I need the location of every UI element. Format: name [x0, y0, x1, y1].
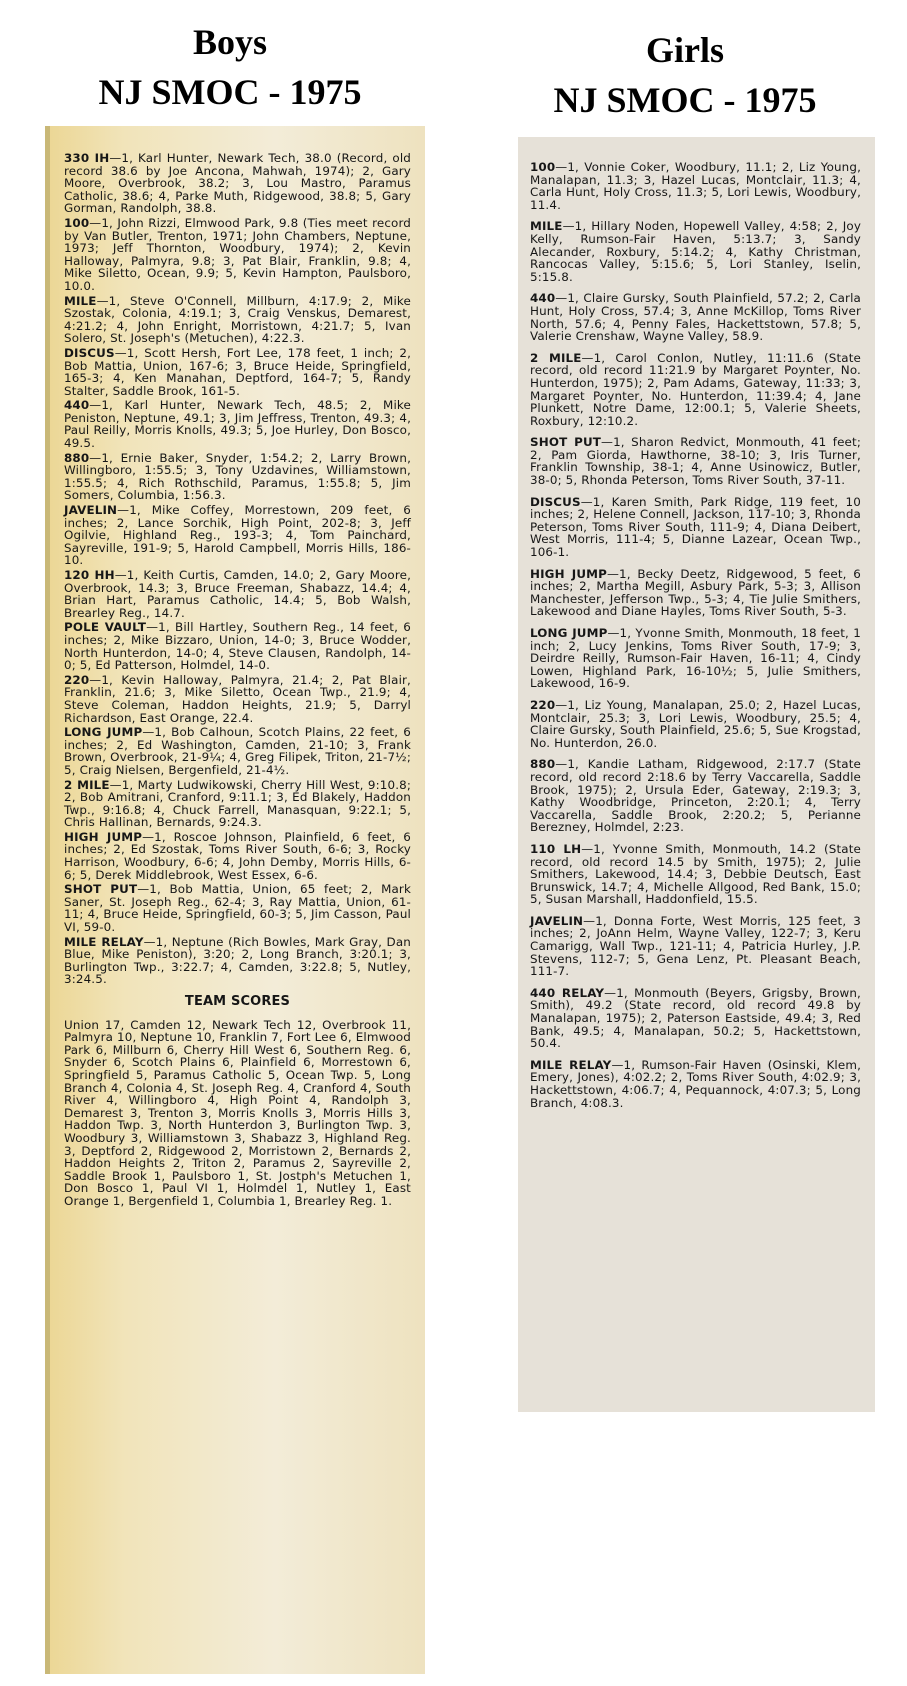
- event-text: —1, Monmouth (Beyers, Grigsby, Brown, Smith), 49.2 (State record, old record 49.8 by Manalapan, 1975); 2, Paterson Eastside, 49.4; 3, Red Bank, 49.5; 4, Manalapan, 50.2; 5, Hackettstown, 50.4.: [530, 985, 861, 1051]
- event-text: —1, Claire Gursky, South Plainfield, 57.2; 2, Carla Hunt, Holy Cross, 57.4; 3, Anne McKillop, Toms River North, 57.6; 4, Penny Fales, Hackettstown, 57.8; 5, Valerie Crenshaw, Wayne Valley, 58.9.: [530, 291, 861, 344]
- event-name: JAVELIN: [530, 913, 584, 928]
- event-text: —1, Karl Hunter, Newark Tech, 48.5; 2, Mike Peniston, Neptune, 49.1; 3, Jim Jeffress, Trenton, 49.3; 4, Paul Reilly, Morris Knolls, 49.3; 5, Joe Hurley, Don Bosco, 49.5.: [64, 398, 411, 451]
- event-result: [64, 936, 411, 986]
- event-text: —1, Vonnie Coker, Woodbury, 11.1; 2, Liz Young, Manalapan, 11.3; 3, Hazel Lucas, Montclair, 11.3; 4, Carla Hunt, Holy Cross, 11.3; 5, Lori Lewis, Woodbury, 11.4.: [530, 160, 861, 212]
- event-name: 2 MILE: [64, 777, 110, 792]
- event-text: —1, Ernie Baker, Snyder, 1:54.2; 2, Larry Brown, Willingboro, 1:55.5; 3, Tony Uzdavines, Williamstown, 1:55.5; 4, Rich Rothschild, Paramus, 1:55.8; 5, Jim Somers, Columbia, 1:56.3.: [64, 450, 411, 503]
- event-text: —1, Karen Smith, Park Ridge, 119 feet, 10 inches; 2, Helene Connell, Jackson, 117-10; 3, Rhonda Peterson, Toms River South, 111-9; 4, Diana Deibert, West Morris, 111-4; 5, Dianne Lazear, Ocean Twp., 106-1.: [530, 494, 861, 560]
- event-result: [64, 779, 411, 829]
- event-result: [64, 217, 411, 293]
- event-text: —1, Donna Forte, West Morris, 125 feet, 3 inches; 2, JoAnn Helm, Wayne Valley, 122-7; 3, Keru Camarigg, Wall Twp., 121-11; 4, Patricia Hurley, J.P. Stevens, 112-7; 5, Gena Lenz, Pt. Pleasant Beach, 111-7.: [530, 913, 861, 979]
- event-text: —1, Kandie Latham, Ridgewood, 2:17.7 (State record, old record 2:18.6 by Terry Vaccarella, Saddle Brook, 1975); 2, Ursula Eder, Gateway, 2:19.3; 3, Kathy Woodbridge, Princeton, 2:20.1; 4, Terry Vaccarella, Saddle Brook, 2:20.2; 5, Perianne Berezney, Holmdel, 2:23.: [530, 757, 861, 835]
- girls-results-clipping: [518, 137, 875, 1412]
- event-text: —1, Steve O'Connell, Millburn, 4:17.9; 2, Mike Szostak, Colonia, 4:19.1; 3, Craig Venskus, Demarest, 4:21.2; 4, John Enright, Morristown, 4:21.7; 5, Ivan Solero, St. Joseph's (Metuchen), 4:22.3.: [64, 293, 411, 346]
- event-name: 120 HH: [64, 568, 115, 582]
- event-text: —1, Mike Coffey, Morrestown, 209 feet, 6 inches; 2, Lance Sorchik, High Point, 202-8; 3, Jeff Ogilvie, Highland Reg., 193-3; 4, Tom Painchard, Sayreville, 191-9; 5, Harold Campbell, Morris Hills, 186-10.: [64, 503, 411, 568]
- event-result: [64, 452, 411, 502]
- event-text: —1, Karl Hunter, Newark Tech, 38.0 (Record, old record 38.6 by Joe Ancona, Mahwah, 1974); 2, Gary Moore, Overbrook, 38.2; 3, Lou Mastro, Paramus Catholic, 38.6; 4, Parke Muth, Ridgewood, 38.8; 5, Gary Gorman, Randolph, 38.8.: [64, 151, 411, 216]
- event-text: —1, Yvonne Smith, Monmouth, 14.2 (State record, old record 14.5 by Smith, 1975); 2, Julie Smithers, Lakewood, 14.4; 3, Debbie Deutsch, East Brunswick, 14.7; 4, Michelle Allgood, Red Bank, 15.0; 5, Susan Marshall, Haddonfield, 15.5.: [530, 841, 862, 907]
- event-result: [530, 627, 861, 690]
- event-name: 2 MILE: [530, 350, 582, 365]
- event-result: [64, 726, 411, 776]
- event-result: [530, 496, 861, 559]
- event-name: 220: [530, 697, 556, 712]
- event-result: [64, 621, 411, 671]
- event-result: [530, 699, 861, 749]
- event-name: MILE: [64, 293, 97, 308]
- event-result: [64, 674, 411, 724]
- event-text: —1, Keith Curtis, Camden, 14.0; 2, Gary Moore, Overbrook, 14.3; 3, Bruce Freeman, Shabazz, 14.4; 4, Brian Hart, Paramus Catholic, 14.4; 5, Bob Walsh, Brearley Reg., 14.7.: [64, 568, 412, 620]
- event-result: [64, 399, 411, 449]
- girls-event-list: [530, 161, 861, 1109]
- event-result: [530, 161, 861, 211]
- event-text: —1, Becky Deetz, Ridgewood, 5 feet, 6 inches; 2, Martha Megill, Asbury Park, 5-3; 3, Allison Manchester, Jefferson Twp., 5-3; 4, Tie Julie Smithers, Lakewood and Diane Hayles, Toms River South, 5-3.: [530, 566, 861, 619]
- event-name: 110 LH: [530, 841, 582, 856]
- event-name: 440: [530, 291, 556, 306]
- team-scores-title: TEAM SCORES: [184, 994, 291, 1009]
- team-scores-text: Union 17, Camden 12, Newark Tech 12, Overbrook 11, Palmyra 10, Neptune 10, Franklin 7, Fort Lee 6, Elmwood Park 6, Millburn 6, Cherry Hill West 6, Southern Reg. 6, Snyder 6, Scotch Plains 6, Plainfield 6, Morrestown 6, Springfield 5, Paramus Catholic 5, Ocean Twp. 5, Long Branch 4, Colonia 4, St. Joseph Reg. 4, Cranford 4, South River 4, Willingboro 4, High Point 4, Randolph 3, Demarest 3, Trenton 3, Morris Knolls 3, Morris Hills 3, Haddon Twp. 3, North Hunterdon 3, Burlington Twp. 3, Woodbury 3, Williamstown 3, Shabazz 3, Highland Reg. 3, Deptford 2, Ridgewood 2, Morristown 2, Bernards 2, Haddon Heights 2, Triton 2, Paramus 2, Sayreville 2, Saddle Brook 1, Paulsboro 1, St. Jostph's Metuchen 1, Don Bosco 1, Paul VI 1, Holmdel 1, Nutley 1, East Orange 1, Bergenfield 1, Columbia 1, Brearley Reg. 1.: [64, 1017, 411, 1208]
- boys-subtitle: NJ SMOC - 1975: [98, 72, 362, 112]
- event-name: SHOT PUT: [64, 882, 138, 897]
- event-result: [64, 831, 411, 881]
- event-result: [530, 568, 861, 618]
- event-result: [530, 987, 861, 1050]
- event-result: [530, 758, 861, 834]
- event-text: —1, Carol Conlon, Nutley, 11:11.6 (State record, old record 11:21.9 by Margaret Poynter, No. Hunterdon, 1975); 2, Pam Adams, Gateway, 11:33; 3, Margaret Poynter, No. Hunterdon, 11:39.4; 4, Jane Plunkett, Notre Dame, 12:00.1; 5, Valerie Sheets, Roxbury, 12:10.2.: [530, 350, 861, 428]
- event-text: —1, Kevin Halloway, Palmyra, 21.4; 2, Pat Blair, Franklin, 21.6; 3, Mike Siletto, Ocean Twp., 21.9; 4, Steve Coleman, Haddon Heights, 21.9; 5, Darryl Richardson, East Orange, 22.4.: [64, 672, 411, 725]
- event-name: MILE RELAY: [530, 1057, 612, 1072]
- event-text: —1, Bob Mattia, Union, 65 feet; 2, Mark Saner, St. Joseph Reg., 62-4; 3, Ray Mattia, Union, 61-11; 4, Bruce Heide, Springfield, 60-3; 5, Jim Casson, Paul VI, 59-0.: [64, 882, 411, 935]
- event-result: [530, 220, 861, 283]
- event-name: JAVELIN: [64, 503, 118, 518]
- boys-event-list: [64, 152, 411, 986]
- event-text: —1, Bob Calhoun, Scotch Plains, 22 feet, 6 inches; 2, Ed Washington, Camden, 21-10; 3, Frank Brown, Overbrook, 21-9¼; 4, Greg Filipek, Triton, 21-7½; 5, Craig Nielsen, Bergenfield, 21-4½.: [64, 725, 411, 777]
- event-text: —1, Neptune (Rich Bowles, Mark Gray, Dan Blue, Mike Peniston), 3:20; 2, Long Branch, 3:20.1; 3, Burlington Twp., 3:22.7; 4, Camden, 3:22.8; 5, Nutley, 3:24.5.: [64, 934, 411, 987]
- event-result: [530, 352, 861, 428]
- event-name: DISCUS: [530, 494, 581, 509]
- event-result: [64, 504, 411, 567]
- event-text: —1, Roscoe Johnson, Plainfield, 6 feet, 6 inches; 2, Ed Szostak, Toms River South, 6-6; 3, Rocky Harrison, Woodbury, 6-6; 4, John Demby, Morris Hills, 6-6; 5, Derek Middlebrook, West Essex, 6-6.: [64, 829, 411, 882]
- girls-subtitle: NJ SMOC - 1975: [553, 80, 817, 120]
- event-name: LONG JUMP: [64, 725, 143, 740]
- event-text: —1, Hillary Noden, Hopewell Valley, 4:58; 2, Joy Kelly, Rumson-Fair Haven, 5:13.7; 3, Sandy Alecander, Roxbury, 5:14.2; 4, Kathy Christman, Rancocas Valley, 5:15.6; 5, Lori Stanley, Iselin, 5:15.8.: [530, 219, 861, 284]
- event-result: [530, 843, 861, 906]
- boys-results-clipping: [45, 126, 425, 1674]
- event-text: —1, Bill Hartley, Southern Reg., 14 feet, 6 inches; 2, Mike Bizzaro, Union, 14-0; 3, Bruce Wodder, North Hunterdon, 14-0; 4, Steve Clausen, Randolph, 14-0; 5, Ed Patterson, Holmdel, 14-0.: [64, 620, 411, 673]
- event-name: HIGH JUMP: [64, 829, 143, 844]
- event-text: —1, Sharon Redvict, Monmouth, 41 feet; 2, Pam Giorda, Hawthorne, 38-10; 3, Iris Turner, Franklin Township, 38-1; 4, Anne Usinowicz, Butler, 38-0; 5, Rhonda Peterson, Toms River South, 37-11.: [530, 435, 861, 488]
- event-result: [530, 1059, 861, 1109]
- event-text: —1, Yvonne Smith, Monmouth, 18 feet, 1 inch; 2, Lucy Jenkins, Toms River South, 17-9; 3, Deirdre Reilly, Rumson-Fair Haven, 16-11; 4, Cindy Lowen, Highland Park, 16-10½; 5, Julie Smithers, Lakewood, 16-9.: [530, 626, 861, 691]
- girls-title: Girls: [646, 30, 724, 70]
- event-name: 100: [530, 160, 556, 174]
- boys-heading: [60, 18, 400, 118]
- event-name: 440 RELAY: [530, 985, 605, 1000]
- event-name: LONG JUMP: [530, 626, 608, 640]
- event-name: HIGH JUMP: [530, 566, 607, 581]
- event-result: [64, 883, 411, 933]
- event-text: —1, Scott Hersh, Fort Lee, 178 feet, 1 inch; 2, Bob Mattia, Union, 167-6; 3, Bruce Heide, Springfield, 165-3; 4, Ken Manahan, Deptford, 164-7; 5, Randy Stalter, Saddle Brook, 161-5.: [64, 345, 411, 398]
- event-name: 220: [64, 672, 90, 687]
- event-result: [64, 347, 411, 397]
- event-result: [64, 569, 411, 619]
- event-name: POLE VAULT: [64, 620, 147, 635]
- event-text: —1, Liz Young, Manalapan, 25.0; 2, Hazel Lucas, Montclair, 25.3; 3, Lori Lewis, Woodbury, 25.5; 4, Claire Gursky, South Plainfield, 25.6; 5, Sue Krogstad, No. Hunterdon, 26.0.: [530, 697, 861, 750]
- event-result: [530, 915, 861, 978]
- event-result: [530, 436, 861, 486]
- event-text: —1, Rumson-Fair Haven (Osinski, Klem, Emery, Jones), 4:02.2; 2, Toms River South, 4:02.9; 3, Hackettstown, 4:06.7; 4, Pequannock, 4:07.3; 5, Long Branch, 4:08.3.: [530, 1057, 862, 1110]
- event-name: 440: [64, 398, 90, 413]
- event-result: [64, 152, 411, 215]
- event-name: 330 IH: [64, 151, 110, 165]
- event-name: MILE RELAY: [64, 934, 144, 949]
- event-name: MILE: [530, 219, 563, 234]
- event-result: [530, 292, 861, 342]
- event-result: [64, 295, 411, 345]
- event-name: 880: [530, 757, 556, 772]
- boys-title: Boys: [192, 22, 268, 62]
- event-text: —1, John Rizzi, Elmwood Park, 9.8 (Ties meet record by Van Butler, Trenton, 1971; John Chambers, Neptune, 1973; Jeff Thornton, Woodbury, 1974); 2, Kevin Halloway, Palmyra, 9.8; 3, Pat Blair, Franklin, 9.8; 4, Mike Siletto, Ocean, 9.9; 5, Kevin Hampton, Paulsboro, 10.0.: [64, 215, 411, 293]
- event-name: DISCUS: [64, 345, 115, 360]
- event-name: SHOT PUT: [530, 435, 602, 450]
- event-name: 880: [64, 450, 90, 465]
- girls-heading: [515, 26, 855, 126]
- event-name: 100: [64, 215, 90, 230]
- event-text: —1, Marty Ludwikowski, Cherry Hill West, 9:10.8; 2, Bob Amitrani, Cranford, 9:11.1; 3, Ed Blakely, Haddon Twp., 9:16.8; 4, Chuck Farrell, Manasquan, 9:22.1; 5, Chris Hallinan, Bernards, 9:24.3.: [64, 777, 411, 830]
